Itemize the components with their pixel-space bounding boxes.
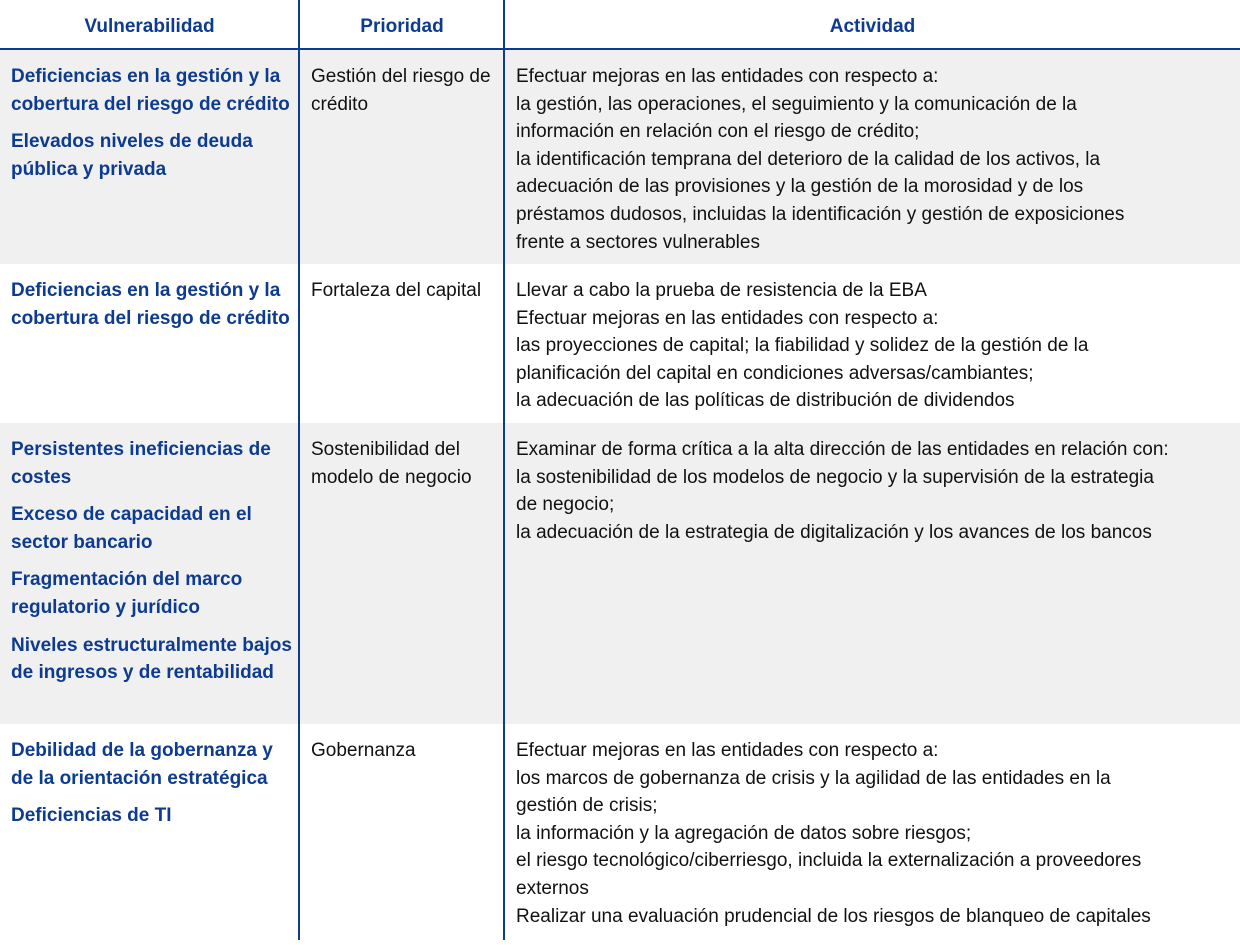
vulnerability-item: Persistentes ineficiencias de costes [11,439,271,488]
activity-line: Efectuar mejoras en las entidades con respecto a: [516,307,939,329]
activity-line: la identificación temprana del deterioro de la calidad de los activos, la [516,148,1101,170]
activity-cell [516,737,1240,930]
vulnerability-item: Exceso de capacidad en el sector bancario [11,504,252,553]
activity-line: Examinar de forma crítica a la alta dirección de las entidades en relación con: [516,439,1169,460]
activity-cell [516,63,1240,256]
vulnerability-item: Deficiencias en la gestión y la cobertura del riesgo de crédito [11,66,290,115]
vulnerability-item: Deficiencias en la gestión y la cobertura del riesgo de crédito [11,280,290,329]
vulnerability-cell [11,63,294,193]
column-divider-2 [503,0,505,940]
activity-line: Llevar a cabo la prueba de resistencia de la EBA [516,280,927,301]
activity-line: de negocio; [516,494,615,516]
activity-cell [516,436,1240,546]
table-header [0,0,1240,50]
header-prioridad: Prioridad [360,16,444,37]
activity-line: Efectuar mejoras en las entidades con respecto a: [516,740,939,761]
priority-cell: Gestión del riesgo de crédito [311,66,491,115]
activity-cell [516,277,1240,415]
activity-line: la gestión, las operaciones, el seguimiento y la comunicación de la [516,93,1077,115]
activity-line: préstamos dudosos, incluidas la identificación y gestión de exposiciones [516,203,1125,225]
table-row [0,724,1240,945]
activity-line: el riesgo tecnológico/ciberriesgo, incluida la externalización a proveedores [516,850,1142,872]
vulnerability-item: Elevados niveles de deuda pública y privada [11,131,253,180]
vulnerability-cell [11,436,294,697]
activity-line: los marcos de gobernanza de crisis y la agilidad de las entidades en la [516,767,1111,789]
activity-line: Efectuar mejoras en las entidades con respecto a: [516,66,939,87]
activity-line: planificación del capital en condiciones adversas/cambiantes; [516,362,1034,384]
vulnerability-item: Niveles estructuralmente bajos de ingresos y de rentabilidad [11,634,292,684]
vulnerability-cell [11,277,294,342]
activity-line: la información y la agregación de datos sobre riesgos; [516,822,972,844]
priority-cell: Gobernanza [311,740,416,761]
column-divider-1 [298,0,300,940]
vulnerability-item: Deficiencias de TI [11,805,172,827]
vulnerability-item: Debilidad de la gobernanza y de la orientación estratégica [11,740,273,789]
vulnerability-item: Fragmentación del marco regulatorio y jurídico [11,569,243,618]
table-row [0,264,1240,423]
activity-line: gestión de crisis; [516,795,658,817]
activity-line: externos [516,877,589,899]
vulnerability-cell [11,737,294,840]
activity-line: Realizar una evaluación prudencial de los riesgos de blanqueo de capitales [516,905,1151,927]
activity-line: frente a sectores vulnerables [516,231,760,253]
activity-line: la adecuación de la estrategia de digitalización y los avances de los bancos [516,521,1152,543]
priority-cell: Sostenibilidad del modelo de negocio [311,439,472,488]
activity-line: la adecuación de las políticas de distribución de dividendos [516,390,1015,412]
activity-line: las proyecciones de capital; la fiabilidad y solidez de la gestión de la [516,335,1089,357]
header-vulnerabilidad: Vulnerabilidad [84,16,215,37]
activity-line: la sostenibilidad de los modelos de negocio y la supervisión de la estrategia [516,466,1154,488]
header-actividad: Actividad [829,16,916,37]
table-row [0,50,1240,264]
priority-cell: Fortaleza del capital [311,280,482,301]
activity-line: información en relación con el riesgo de crédito; [516,121,920,143]
activity-line: adecuación de las provisiones y la gestión de la morosidad y de los [516,176,1084,198]
table-row [0,423,1240,724]
